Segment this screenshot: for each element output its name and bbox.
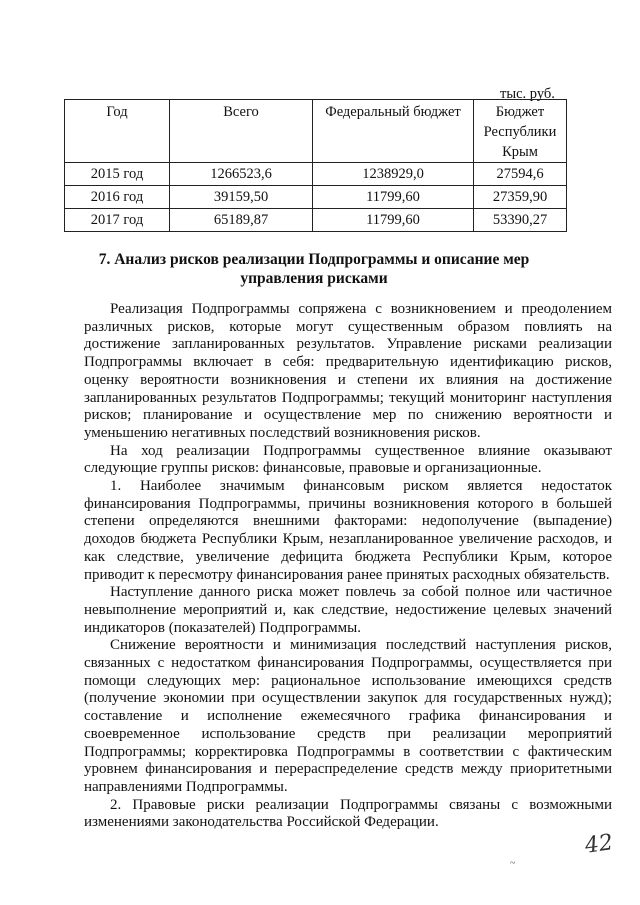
table-row — [65, 163, 567, 186]
footer-mark: ~ — [510, 858, 516, 869]
section-heading-line-2: управления рисками — [240, 270, 388, 287]
section-heading — [64, 250, 564, 288]
table-cell: 53390,27 — [474, 209, 567, 232]
table-row — [65, 209, 567, 232]
table-cell: 65189,87 — [170, 209, 313, 232]
section-heading-line-1: 7. Анализ рисков реализации Подпрограммы и описание мер — [98, 251, 530, 268]
table-cell: 27594,6 — [474, 163, 567, 186]
header-year: Год — [65, 100, 170, 163]
table-cell: 2017 год — [65, 209, 170, 232]
table-cell: 27359,90 — [474, 186, 567, 209]
handwritten-page-number: 42 — [583, 830, 615, 859]
paragraph: 2. Правовые риски реализации Подпрограммы связаны с возможными изменениями законодательства Российской Федерации. — [84, 796, 612, 831]
paragraph: На ход реализации Подпрограммы существенное влияние оказывают следующие группы рисков: финансовые, правовые и организационные. — [84, 442, 612, 477]
paragraph: Наступление данного риска может повлечь за собой полное или частичное невыполнение мероприятий и, как следствие, недостижение целевых значений индикаторов (показателей) Подпрограммы. — [84, 584, 612, 636]
table-row — [65, 186, 567, 209]
section-body — [84, 301, 612, 832]
header-federal-budget: Федеральный бюджет — [313, 100, 474, 163]
paragraph: Снижение вероятности и минимизация последствий наступления рисков, связанных с недостатком финансирования Подпрограммы, осуществляется при помощи следующих мер: рациональное использование имеющихся средств (получение экономии при осуществлении закупок для государственных нужд); составление и исполнение ежемесячного графика финансирования и своевременное использование средств при реализации мероприятий Подпрограммы; корректировка Подпрограммы в соответствии с фактическим уровнем финансирования и перераспределение средств между приоритетными направлениями Подпрограммы. — [84, 637, 612, 795]
table-cell: 39159,50 — [170, 186, 313, 209]
table-cell: 1266523,6 — [170, 163, 313, 186]
table-cell: 2016 год — [65, 186, 170, 209]
table-cell: 1238929,0 — [313, 163, 474, 186]
table-header-row — [65, 100, 567, 163]
paragraph: Реализация Подпрограммы сопряжена с возникновением и преодолением различных рисков, которые могут существенным образом повлиять на достижение запланированных результатов. Управление рисками реализации Подпрограммы включает в себя: предварительную идентификацию рисков, оценку вероятности возникновения и степени их влияния на достижение запланированных результатов Подпрограммы; текущий мониторинг наступления рисков; планирование и осуществление мер по снижению вероятности и уменьшению негативных последствий возникновения рисков. — [84, 301, 612, 441]
header-total: Всего — [170, 100, 313, 163]
table-cell: 11799,60 — [313, 186, 474, 209]
paragraph: 1. Наиболее значимым финансовым риском является недостаток финансирования Подпрограммы, причины возникновения которого в большей степени определяются внешними факторами: недополучение (выпадение) доходов бюджета Республики Крым, незапланированное увеличение расходов, и как следствие, увеличение дефицита бюджета Республики Крым, которое приводит к пересмотру финансирования ранее принятых расходных обязательств. — [84, 478, 612, 583]
budget-table — [64, 99, 567, 232]
table-cell: 11799,60 — [313, 209, 474, 232]
table-units-label: тыс. руб. — [500, 86, 555, 102]
header-crimea-budget: Бюджет Республики Крым — [474, 100, 567, 163]
table-cell: 2015 год — [65, 163, 170, 186]
